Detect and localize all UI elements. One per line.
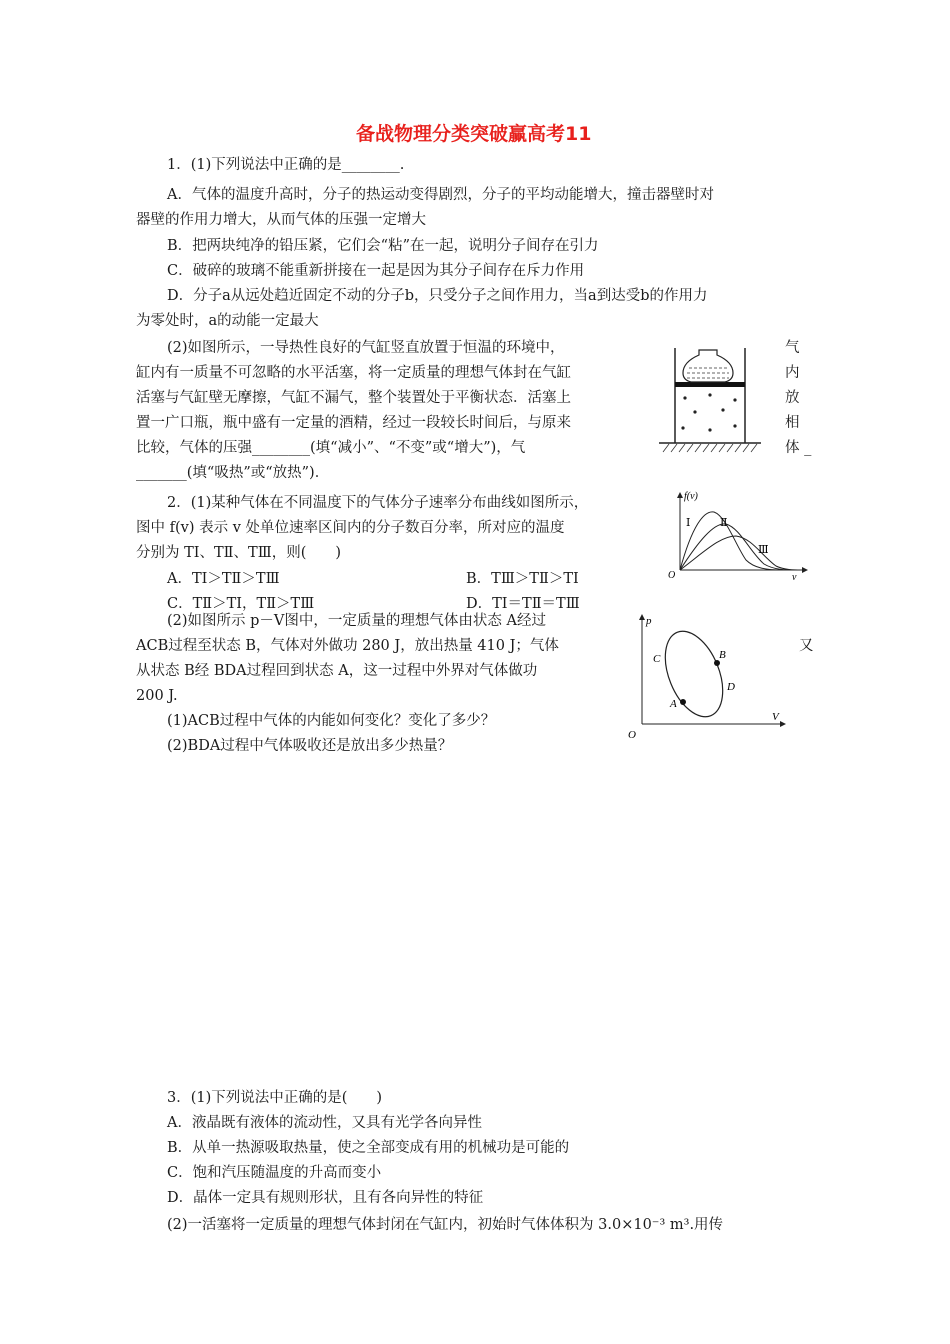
q1-part2-line2: 缸内有一质量不可忽略的水平活塞，将一定质量的理想气体封在气缸 xyxy=(136,365,571,381)
q2-part2-right: 又 xyxy=(799,638,814,654)
q2-part2-line4: 200 J. xyxy=(136,688,178,704)
q2-line3: 分别为 TⅠ、TⅡ、TⅢ，则( ) xyxy=(136,545,342,561)
q1-option-a: A．气体的温度升高时，分子的热运动变得剧烈，分子的平均动能增大，撞击器壁时对 xyxy=(167,187,714,203)
q1-part2-line5: 比较，气体的压强________(填“减小”、“不变”或“增大”)，气 xyxy=(136,440,526,456)
graph2-xlabel: V xyxy=(772,711,779,723)
side-char-5: 体 _ xyxy=(785,440,812,456)
side-char-3: 放 xyxy=(785,390,800,406)
q1-option-a-cont: 器壁的作用力增大，从而气体的压强一定增大 xyxy=(136,212,426,228)
q1-stem: 1．(1)下列说法中正确的是________. xyxy=(167,157,405,173)
q3-option-c: C．饱和汽压随温度的升高而变小 xyxy=(167,1165,382,1181)
q2-option-a: A．TⅠ＞TⅡ＞TⅢ xyxy=(167,571,280,587)
q2-option-d: D．TⅠ＝TⅡ＝TⅢ xyxy=(466,596,580,612)
q2-option-c: C．TⅡ＞TⅠ，TⅡ＞TⅢ xyxy=(167,596,315,612)
point-a: A xyxy=(670,698,677,710)
q3-option-d: D．晶体一定具有规则形状，且有各向异性的特征 xyxy=(167,1190,484,1206)
q1-option-b: B．把两块纯净的铅压紧，它们会“粘”在一起，说明分子间存在引力 xyxy=(167,238,599,254)
q2-sub1: (1)ACB过程中气体的内能如何变化？变化了多少？ xyxy=(167,713,496,729)
graph1-ylabel: f(v) xyxy=(684,491,698,502)
graph2-ylabel: p xyxy=(646,615,652,627)
q1-part2-line3: 活塞与气缸壁无摩擦，气缸不漏气，整个装置处于平衡状态．活塞上 xyxy=(136,390,571,406)
q3-stem: 3．(1)下列说法中正确的是( ) xyxy=(167,1090,383,1106)
graph1-xlabel: v xyxy=(792,572,797,582)
q1-option-d: D．分子a从远处趋近固定不动的分子b，只受分子之间作用力，当a到达受b的作用力 xyxy=(167,288,708,304)
point-c: C xyxy=(653,653,661,665)
q1-option-d-cont: 为零处时，a的动能一定最大 xyxy=(136,313,319,329)
q2-sub2: (2)BDA过程中气体吸收还是放出多少热量？ xyxy=(167,738,453,754)
q2-line2: 图中 f(v) 表示 v 处单位速率区间内的分子数百分率，所对应的温度 xyxy=(136,520,565,536)
side-char-2: 内 xyxy=(785,365,800,381)
pv-diagram xyxy=(622,612,792,742)
q3-option-b: B．从单一热源吸取热量，使之全部变成有用的机械功是可能的 xyxy=(167,1140,570,1156)
side-char-4: 相 xyxy=(785,415,800,431)
q2-part2-line3: 从状态 B经 BDA过程回到状态 A，这一过程中外界对气体做功 xyxy=(136,663,538,679)
curve-label-1: Ⅰ xyxy=(686,517,691,529)
q2-part2-line1: (2)如图所示 p－V图中，一定质量的理想气体由状态 A经过 xyxy=(167,613,546,629)
q3-option-a: A．液晶既有液体的流动性，又具有光学各向异性 xyxy=(167,1115,482,1131)
q1-part2-line1: (2)如图所示，一导热性良好的气缸竖直放置于恒温的环境中， xyxy=(167,340,565,356)
q2-part2-line2: ACB过程至状态 B，气体对外做功 280 J，放出热量 410 J；气体 xyxy=(136,638,559,654)
page-title: 备战物理分类突破赢高考11 xyxy=(356,123,592,145)
q3-part2: (2)一活塞将一定质量的理想气体封闭在气缸内，初始时气体体积为 3.0×10⁻³ m³.用传 xyxy=(167,1217,724,1233)
q1-option-c: C．破碎的玻璃不能重新拼接在一起是因为其分子间存在斥力作用 xyxy=(167,263,585,279)
graph2-origin: O xyxy=(628,729,636,741)
curve-label-2: Ⅱ xyxy=(720,517,728,529)
graph1-origin: O xyxy=(668,570,676,581)
q1-part2-line6: _______(填“吸热”或“放热”)． xyxy=(136,465,330,481)
side-char-1: 气 xyxy=(785,340,800,356)
q2-option-b: B．TⅢ＞TⅡ＞TⅠ xyxy=(466,571,579,587)
curve-label-3: Ⅲ xyxy=(758,544,769,556)
cylinder-figure xyxy=(655,340,765,458)
q2-line1: 2．(1)某种气体在不同温度下的气体分子速率分布曲线如图所示， xyxy=(167,495,589,511)
point-d: D xyxy=(727,681,735,693)
point-b: B xyxy=(719,649,726,661)
speed-distribution-graph xyxy=(662,486,812,582)
q1-part2-line4: 置一广口瓶，瓶中盛有一定量的酒精，经过一段较长时间后，与原来 xyxy=(136,415,571,431)
